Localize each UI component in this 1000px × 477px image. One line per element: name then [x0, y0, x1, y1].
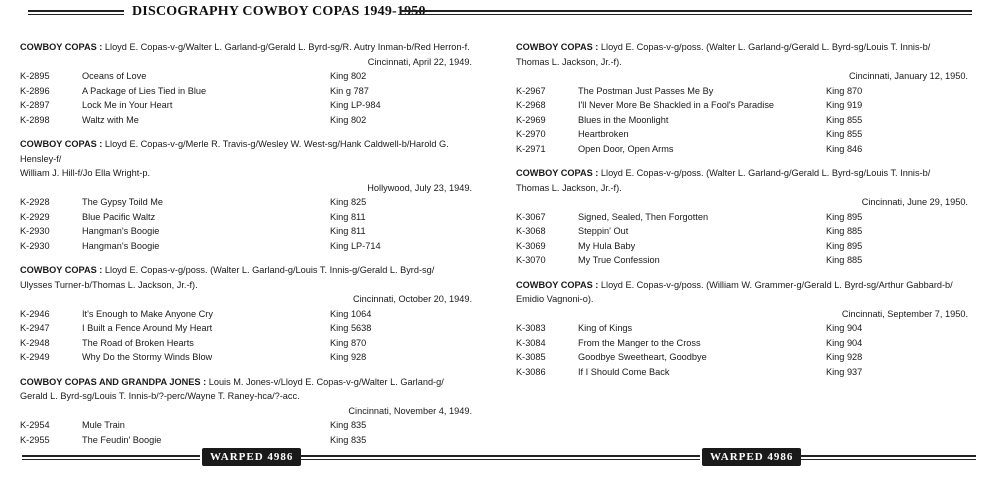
session-location: Cincinnati, October 20, 1949.: [353, 294, 472, 304]
session-block: [20, 263, 480, 365]
track-title: Heartbroken: [578, 129, 629, 139]
page-title: DISCOGRAPHY COWBOY COPAS 1949-1950: [132, 4, 426, 19]
track-matrix: K-2897: [20, 100, 50, 110]
session-header: [516, 278, 976, 293]
track-matrix: K-2970: [516, 129, 546, 139]
track-matrix: K-3067: [516, 211, 546, 222]
session-location: Cincinnati, November 4, 1949.: [348, 405, 472, 416]
track-matrix: K-2930: [20, 226, 50, 236]
track-row: [20, 84, 480, 99]
session-block: [20, 40, 480, 127]
track-title: My True Confession: [578, 255, 660, 265]
track-row: [20, 418, 480, 433]
track-label: King 904: [826, 323, 863, 333]
track-row: [20, 321, 480, 336]
track-matrix: K-3068: [516, 226, 546, 236]
session-personnel-cont: Gerald L. Byrd-sg/Louis T. Innis-b/?-perc/Wayne T. Raney-hca/?-acc.: [20, 391, 300, 401]
session-personnel-cont: Thomas L. Jackson, Jr.-f).: [516, 182, 622, 193]
footer-badge-right: WARPED 4986: [702, 448, 801, 466]
session-personnel-cont: Ulysses Turner-b/Thomas L. Jackson, Jr.-f).: [20, 279, 198, 290]
footer-rule-1-thin: [22, 459, 200, 460]
left-column: [20, 40, 480, 457]
track-label: King 802: [330, 114, 367, 125]
track-matrix: K-2929: [20, 211, 50, 222]
track-row: [516, 224, 976, 239]
session-header: [20, 137, 480, 166]
right-column: [516, 40, 976, 389]
track-matrix: K-3084: [516, 337, 546, 348]
session-artist: COWBOY COPAS :: [20, 42, 103, 52]
track-label: Kin g 787: [330, 85, 369, 96]
track-label: King 870: [826, 85, 863, 96]
track-matrix: K-2946: [20, 308, 50, 319]
track-label: King 928: [330, 352, 367, 362]
track-matrix: K-2898: [20, 114, 50, 125]
track-title: Blue Pacific Waltz: [82, 211, 156, 222]
footer-rule-2-thin: [300, 459, 700, 460]
footer-rule-3-thin: [800, 459, 976, 460]
session-personnel: Lloyd E. Copas-v-g/poss. (Walter L. Garland-g/Gerald L. Byrd-sg/Louis T. Innis-b/: [600, 42, 931, 52]
track-label: King 802: [330, 71, 367, 81]
track-row: [516, 239, 976, 254]
track-title: Hangman's Boogie: [82, 240, 160, 251]
session-location: Cincinnati, September 7, 1950.: [841, 308, 968, 319]
track-title: Waltz with Me: [82, 114, 139, 125]
track-matrix: K-2930: [20, 240, 50, 251]
track-row: [516, 336, 976, 351]
track-row: [20, 307, 480, 322]
track-label: King 825: [330, 197, 367, 207]
header-rule-right-thin: [400, 14, 972, 15]
session-artist: COWBOY COPAS :: [20, 265, 103, 275]
track-row: [20, 195, 480, 210]
track-title: It's Enough to Make Anyone Cry: [82, 308, 213, 319]
track-label: King 937: [826, 366, 863, 377]
session-block: [516, 166, 976, 268]
track-title: Open Door, Open Arms: [578, 143, 674, 154]
track-label: King 919: [826, 100, 863, 110]
track-row: [516, 127, 976, 142]
session-header: [516, 166, 976, 181]
footer-rule-2: [300, 455, 700, 457]
track-title: I'll Never More Be Shackled in a Fool's Paradise: [578, 100, 775, 110]
track-title: The Feudin' Boogie: [82, 434, 162, 445]
track-title: Why Do the Stormy Winds Blow: [82, 352, 213, 362]
track-label: King 895: [826, 240, 863, 251]
session-location: Cincinnati, April 22, 1949.: [367, 56, 472, 67]
track-matrix: K-2896: [20, 85, 50, 96]
track-title: Oceans of Love: [82, 71, 147, 81]
track-matrix: K-2969: [516, 114, 546, 125]
track-row: [516, 350, 976, 365]
track-label: King 1064: [330, 308, 372, 319]
track-row: [20, 98, 480, 113]
track-row: [516, 210, 976, 225]
track-label: King 846: [826, 143, 863, 154]
track-label: King 870: [330, 337, 367, 348]
track-title: Goodbye Sweetheart, Goodbye: [578, 352, 707, 362]
session-location: Cincinnati, June 29, 1950.: [861, 197, 968, 207]
track-matrix: K-3086: [516, 366, 546, 377]
track-matrix: K-2928: [20, 197, 50, 207]
track-matrix: K-2895: [20, 71, 50, 81]
track-label: King 904: [826, 337, 863, 348]
session-header: [20, 263, 480, 278]
session-block: [516, 278, 976, 380]
track-title: My Hula Baby: [578, 240, 636, 251]
header-rule-left: [28, 10, 124, 12]
session-artist: COWBOY COPAS :: [516, 42, 599, 52]
track-row: [20, 433, 480, 448]
track-matrix: K-2955: [20, 434, 50, 445]
track-matrix: K-2967: [516, 85, 546, 96]
track-title: Lock Me in Your Heart: [82, 100, 173, 110]
track-matrix: K-3085: [516, 352, 546, 362]
track-label: King LP-714: [330, 240, 381, 251]
track-matrix: K-3083: [516, 323, 546, 333]
session-header: [516, 40, 976, 55]
session-artist: COWBOY COPAS AND GRANDPA JONES :: [20, 376, 207, 387]
track-label: King 928: [826, 352, 863, 362]
track-title: The Postman Just Passes Me By: [578, 85, 714, 96]
session-personnel: Louis M. Jones-v/Lloyd E. Copas-v-g/Walter L. Garland-g/: [208, 376, 444, 387]
track-label: King 885: [826, 226, 863, 236]
session-location: Cincinnati, January 12, 1950.: [848, 71, 968, 81]
track-row: [516, 365, 976, 380]
track-title: Mule Train: [82, 420, 125, 430]
session-personnel: Lloyd E. Copas-v-g/Merle R. Travis-g/Wesley W. West-sg/Hank Caldwell-b/Harold G. Hensley-f/: [20, 139, 449, 164]
track-label: King 5638: [330, 323, 372, 333]
track-label: King 835: [330, 420, 367, 430]
track-label: King 855: [826, 129, 863, 139]
session-header: [20, 375, 480, 390]
track-matrix: K-2947: [20, 323, 50, 333]
track-matrix: K-2968: [516, 100, 546, 110]
track-title: King of Kings: [578, 323, 633, 333]
session-header: [20, 40, 480, 55]
session-personnel-cont: William J. Hill-f/Jo Ella Wright-p.: [20, 168, 151, 178]
track-title: From the Manger to the Cross: [578, 337, 701, 348]
track-row: [516, 98, 976, 113]
track-matrix: K-2948: [20, 337, 50, 348]
track-title: Steppin' Out: [578, 226, 629, 236]
session-block: [20, 375, 480, 448]
track-title: A Package of Lies Tied in Blue: [82, 85, 207, 96]
track-row: [20, 224, 480, 239]
session-artist: COWBOY COPAS :: [20, 139, 103, 149]
session-personnel: Lloyd E. Copas-v-g/poss. (Walter L. Garland-g/Louis T. Innis-g/Gerald L. Byrd-sg/: [104, 265, 435, 275]
track-row: [516, 321, 976, 336]
track-label: King 885: [826, 255, 863, 265]
track-matrix: K-2954: [20, 420, 50, 430]
track-title: Blues in the Moonlight: [578, 114, 669, 125]
footer-badge-left: WARPED 4986: [202, 448, 301, 466]
track-row: [20, 350, 480, 365]
track-row: [516, 142, 976, 157]
track-title: The Gypsy Toild Me: [82, 197, 164, 207]
track-matrix: K-3069: [516, 240, 546, 251]
track-title: If I Should Come Back: [578, 366, 670, 377]
session-artist: COWBOY COPAS :: [516, 168, 599, 178]
session-location: Hollywood, July 23, 1949.: [367, 182, 472, 193]
track-title: Hangman's Boogie: [82, 226, 160, 236]
footer-rule-1: [22, 455, 200, 457]
session-artist: COWBOY COPAS :: [516, 279, 599, 290]
session-block: [20, 137, 480, 253]
track-label: King 835: [330, 434, 367, 445]
session-personnel: Lloyd E. Copas-v-g/poss. (William W. Grammer-g/Gerald L. Byrd-sg/Arthur Gabbard-b/: [600, 279, 953, 290]
track-label: King 855: [826, 114, 863, 125]
track-row: [516, 253, 976, 268]
track-row: [20, 69, 480, 84]
track-label: King 895: [826, 211, 863, 222]
track-row: [20, 113, 480, 128]
header-rule-left-thin: [28, 14, 124, 15]
track-title: I Built a Fence Around My Heart: [82, 323, 213, 333]
track-matrix: K-3070: [516, 255, 546, 265]
track-label: King LP-984: [330, 100, 381, 110]
session-personnel: Lloyd E. Copas-v-g/poss. (Walter L. Garland-g/Gerald L. Byrd-sg/Louis T. Innis-b/: [600, 168, 931, 178]
track-row: [20, 239, 480, 254]
track-label: King 811: [330, 211, 366, 222]
track-label: King 811: [330, 226, 366, 236]
footer-rule-3: [800, 455, 976, 457]
track-row: [20, 336, 480, 351]
session-personnel: Lloyd E. Copas-v-g/Walter L. Garland-g/Gerald L. Byrd-sg/R. Autry Inman-b/Red Herron-f.: [104, 42, 470, 52]
track-title: The Road of Broken Hearts: [82, 337, 194, 348]
track-row: [20, 210, 480, 225]
session-personnel-cont: Thomas L. Jackson, Jr.-f).: [516, 56, 622, 67]
track-row: [516, 113, 976, 128]
track-title: Signed, Sealed, Then Forgotten: [578, 211, 709, 222]
header-rule-right: [400, 10, 972, 12]
track-row: [516, 84, 976, 99]
session-personnel-cont: Emidio Vagnoni-o).: [516, 294, 594, 304]
track-matrix: K-2949: [20, 352, 50, 362]
track-matrix: K-2971: [516, 143, 546, 154]
session-block: [516, 40, 976, 156]
